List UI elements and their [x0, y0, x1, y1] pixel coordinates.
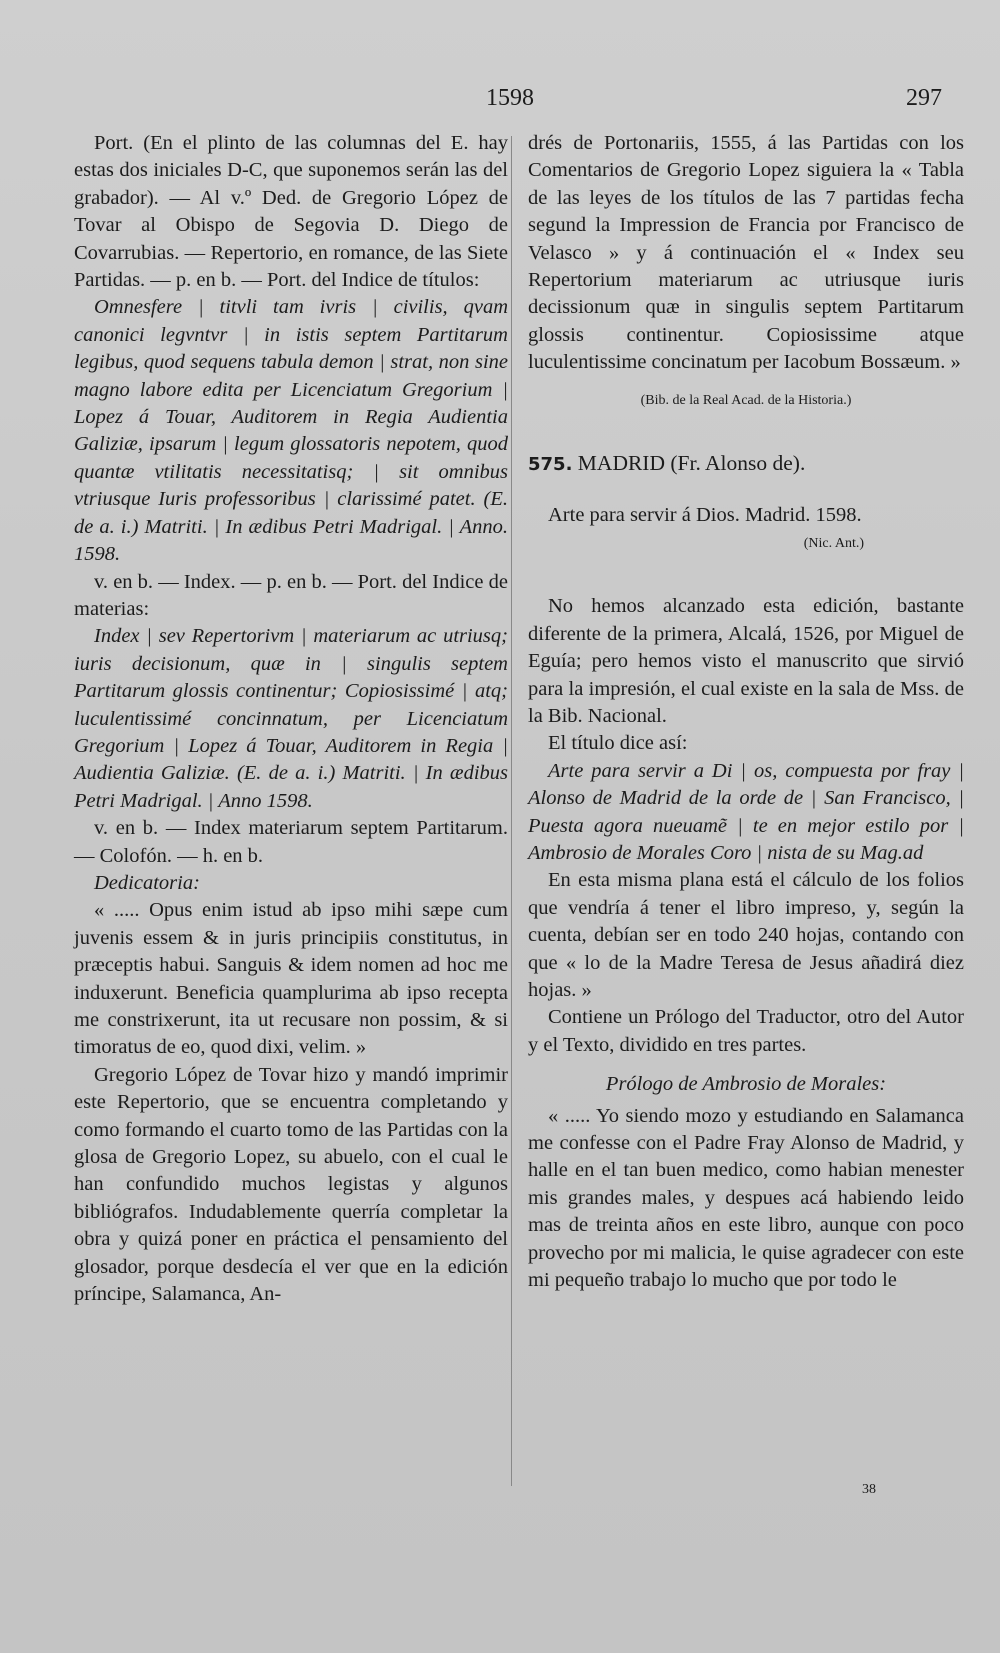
- left-paragraph-colophon: v. en b. — Index materiarum septem Partitarum. — Colofón. — h. en b.: [74, 817, 508, 867]
- right-paragraph-folios: En esta misma plana está el cálculo de los folios que vendría á tener el libro impreso, y, según la cuenta, debían ser en todo 240 hojas, contando con que « lo de la Madre Teresa de Jesus añadirá diez hojas. »: [528, 869, 964, 1001]
- citation-real-academia: (Bib. de la Real Acad. de la Historia.): [640, 392, 852, 408]
- page-number: 297: [906, 85, 942, 111]
- running-header-year: 1598: [486, 85, 534, 111]
- entry-heading: [528, 450, 964, 478]
- right-paragraph-edition: No hemos alcanzado esta edición, bastante diferente de la primera, Alcalá, 1526, por Miguel de Eguía; pero hemos visto el manuscrito que sirvió para la impresión, el cual existe en la sala de Mss. de la Bib. Nacional.: [528, 595, 964, 727]
- left-paragraph-gregorio: Gregorio López de Tovar hizo y mandó imprimir este Repertorio, que se encuentra completando y como formando el cuarto tomo de las Partidas con la glosa de Gregorio Lopez, su abuelo, con el cual le han confundido muchos legistas y algunos bibliógrafos. Indudablemente querría completar la obra y quizá poner en práctica el pensamiento del glosador, porque desdecía el ver que en la edición príncipe, Salamanca, An-: [74, 1063, 508, 1306]
- right-paragraph-contents: Contiene un Prólogo del Traductor, otro del Autor y el Texto, dividido en tres partes.: [528, 1006, 964, 1056]
- left-paragraph-index: v. en b. — Index. — p. en b. — Port. del Indice de materias:: [74, 570, 508, 620]
- printer-signature-mark: 38: [862, 1482, 876, 1497]
- quoted-title: Arte para servir a Di | os, compuesta por fray | Alonso de Madrid de la orde de | San Francisco, | Puesta agora nueuamẽ | te en mejor estilo por | Ambrosio de Morales Coro | nista de su Mag.ad: [528, 759, 964, 864]
- left-dedication-heading: Dedicatoria:: [94, 871, 200, 894]
- prologue-text: « ..... Yo siendo mozo y estudiando en Salamanca me confesse con el Padre Fray Alonso de Madrid, y halle en el tan buen medico, como habian menester mis grandes males, y despues acá habiendo leido mas de treinta años en este libro, aunque con poco provecho por mi malicia, le quise agradecer con este mi pequeño trabajo lo mucho que por todo le: [528, 1104, 964, 1292]
- column-divider: [511, 136, 512, 1486]
- title-intro: El título dice así:: [548, 732, 688, 755]
- entry-title: Arte para servir á Dios. Madrid. 1598.: [548, 504, 862, 527]
- left-title-transcription-1: Omnesfere | titvli tam ivris | civilis, qvam canonici legvntvr | in istis septem Partitarum legibus, quod sequens tabula demon | strat, non sine magno labore edita per Licenciatum Gregorium | Lopez á Touar, Auditorem in Regia Audientia Galiziæ, ipsarum | legum glossatoris nepotem, quod quantæ vtilitatis necessitatisq; | sit omnibus vtriusque Iuris professoribus | clarissimé patet. (E. de a. i.) Matriti. | In ædibus Petri Madrigal. | Anno. 1598.: [74, 296, 508, 566]
- entry-number: 575.: [528, 454, 573, 476]
- citation-nic-ant: (Nic. Ant.): [803, 535, 864, 551]
- left-column: [74, 130, 508, 1308]
- right-continuation: drés de Portonariis, 1555, á las Partidas con los Comentarios de Gregorio Lopez siguiera la « Tabla de las leyes de los títulos de las 7 partidas fecha segund la Impression de Francia por Francisco de Velasco » y á continuación el « Index seu Repertorium materiarum ac utriusque iuris decissionum quæ in singulis septem Partitarum glossis continentur. Copiosissime atque luculentissime concinatum per Iacobum Bossæum. »: [528, 132, 964, 374]
- left-dedication-quote: « ..... Opus enim istud ab ipso mihi sæpe cum juvenis essem & in juris principiis constitutus, in præceptis habui. Sanguis & idem nomen ad hoc me induxerunt. Beneficia quamplurima ab ipso recepta me constrixerunt, ita ut recusare non possim, & si timoratus de eo, quod dixi, velim. »: [74, 899, 508, 1059]
- prologue-heading: Prólogo de Ambrosio de Morales:: [605, 1073, 887, 1096]
- right-column: [528, 130, 964, 1294]
- left-title-transcription-2: Index | sev Repertorivm | materiarum ac utriusq; iuris decisionum, quæ in | singulis septem Partitarum glossis continentur; Copiosissimé | atq; luculentissimé concinnatum, per Licenciatum Gregorium | Lopez á Touar, Auditorem in Regia | Audientia Galiziæ. (E. de a. i.) Matriti. | In ædibus Petri Madrigal. | Anno 1598.: [74, 625, 508, 812]
- left-paragraph-port: Port. (En el plinto de las columnas del E. hay estas dos iniciales D-C, que suponemos serán las del grabador). — Al v.º Ded. de Gregorio López de Tovar al Obispo de Segovia D. Diego de Covarrubias. — Repertorio, en romance, de las Siete Partidas. — p. en b. — Port. del Indice de títulos:: [74, 132, 508, 292]
- entry-author: MADRID (Fr. Alonso de).: [577, 451, 806, 476]
